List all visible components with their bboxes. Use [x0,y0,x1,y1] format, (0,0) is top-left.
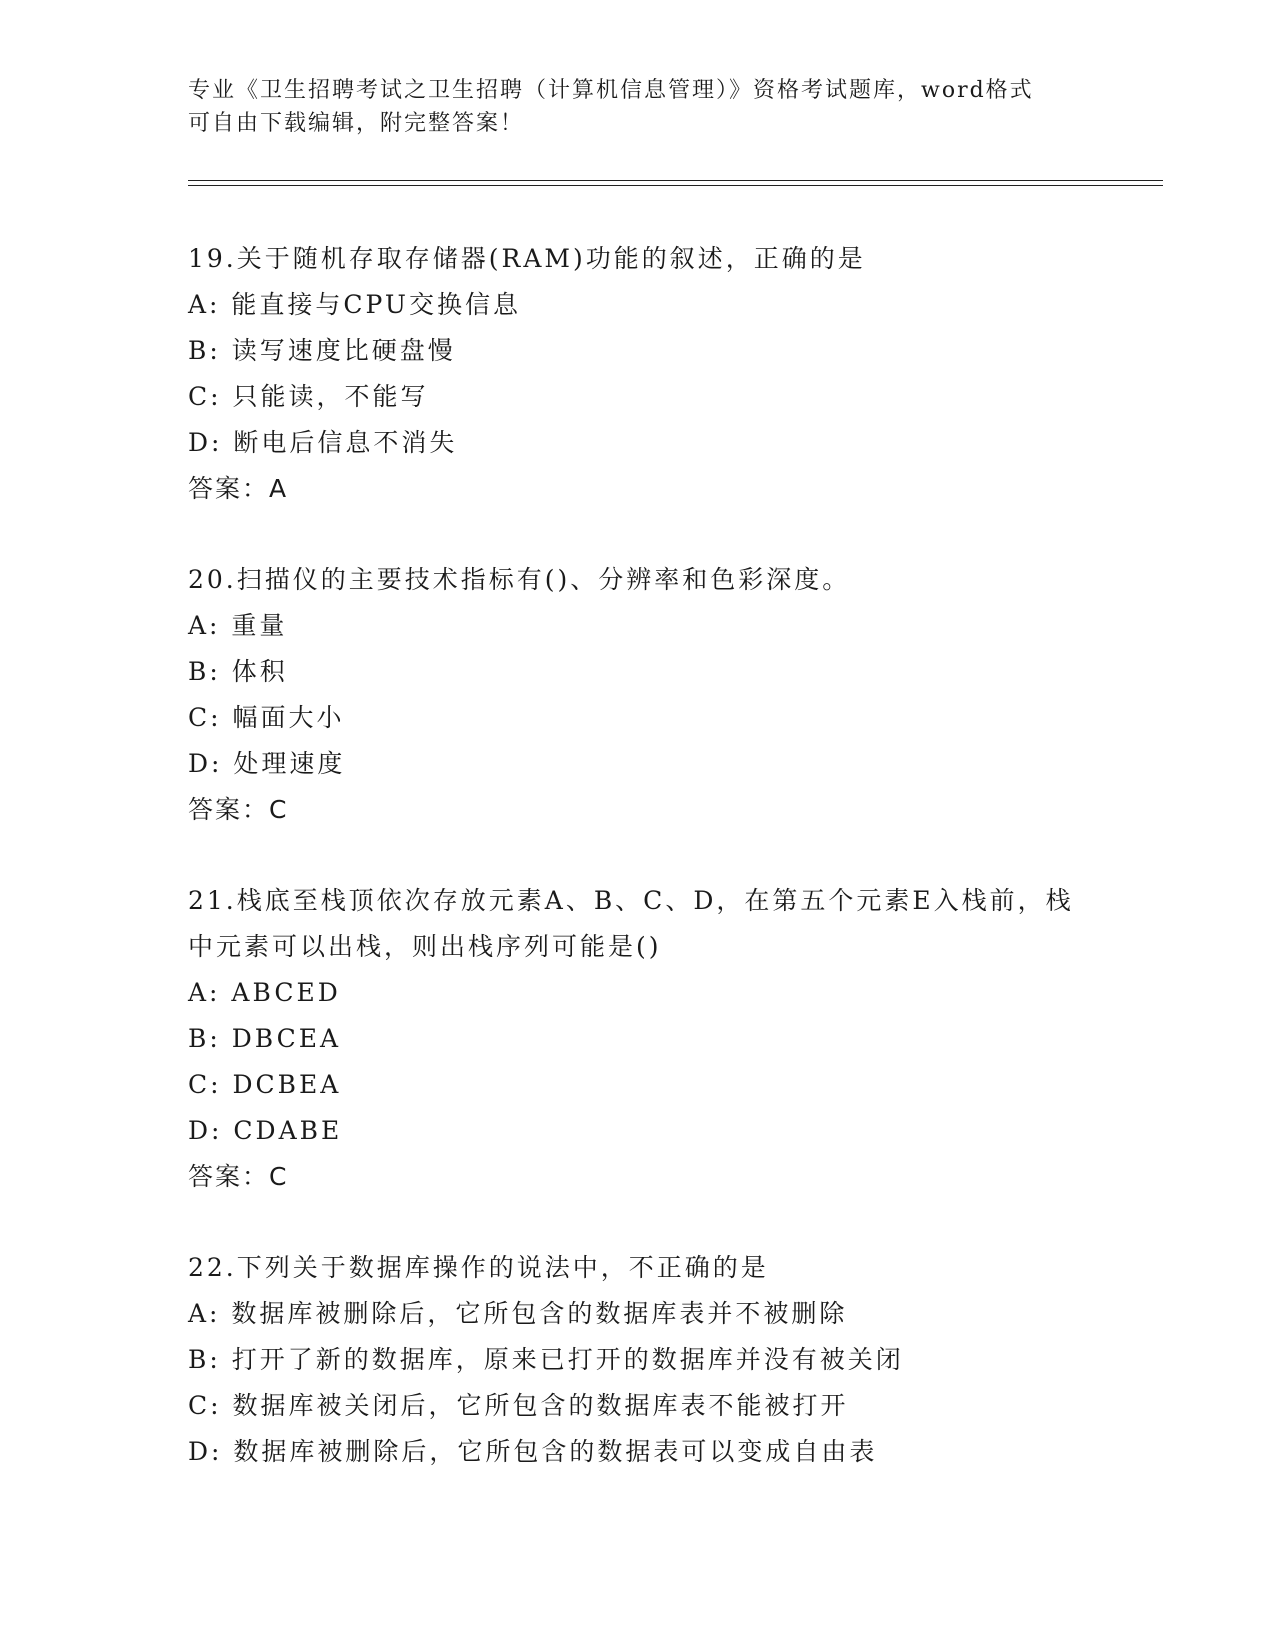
option-b: B: 体积 [188,657,288,686]
document-header [188,74,1088,140]
option-c: C: 幅面大小 [188,703,345,732]
option-a: A: ABCED [188,978,341,1007]
option-d: D: CDABE [188,1116,343,1145]
option-c: C: DCBEA [188,1070,342,1099]
question-19 [188,236,1108,512]
option-a: A: 数据库被删除后，它所包含的数据库表并不被删除 [188,1299,848,1328]
question-22 [188,1245,1108,1475]
question-stem-line-1: 21.栈底至栈顶依次存放元素A、B、C、D，在第五个元素E入栈前，栈 [188,886,1074,915]
answer: 答案：A [188,474,289,503]
question-stem: 20.扫描仪的主要技术指标有()、分辨率和色彩深度。 [188,565,851,594]
answer: 答案：C [188,1162,289,1191]
header-divider-bottom [188,185,1163,186]
header-divider-top [188,180,1163,181]
option-d: D: 处理速度 [188,749,346,778]
option-a: A: 重量 [188,611,288,640]
option-d: D: 数据库被删除后，它所包含的数据表可以变成自由表 [188,1437,878,1466]
question-stem-line-2: 中元素可以出栈，则出栈序列可能是() [188,932,662,961]
header-line-1: 专业《卫生招聘考试之卫生招聘（计算机信息管理）》资格考试题库，word格式 [188,78,1034,103]
option-c: C: 数据库被关闭后，它所包含的数据库表不能被打开 [188,1391,849,1420]
option-b: B: 读写速度比硬盘慢 [188,336,456,365]
option-c: C: 只能读，不能写 [188,382,429,411]
option-d: D: 断电后信息不消失 [188,428,458,457]
option-b: B: DBCEA [188,1024,342,1053]
question-20 [188,557,1108,833]
question-stem: 22.下列关于数据库操作的说法中，不正确的是 [188,1253,769,1282]
option-b: B: 打开了新的数据库，原来已打开的数据库并没有被关闭 [188,1345,904,1374]
question-21 [188,878,1108,1200]
header-line-2: 可自由下载编辑，附完整答案！ [188,111,525,136]
option-a: A: 能直接与CPU交换信息 [188,290,522,319]
answer: 答案：C [188,795,289,824]
question-stem: 19.关于随机存取存储器(RAM)功能的叙述，正确的是 [188,244,866,273]
